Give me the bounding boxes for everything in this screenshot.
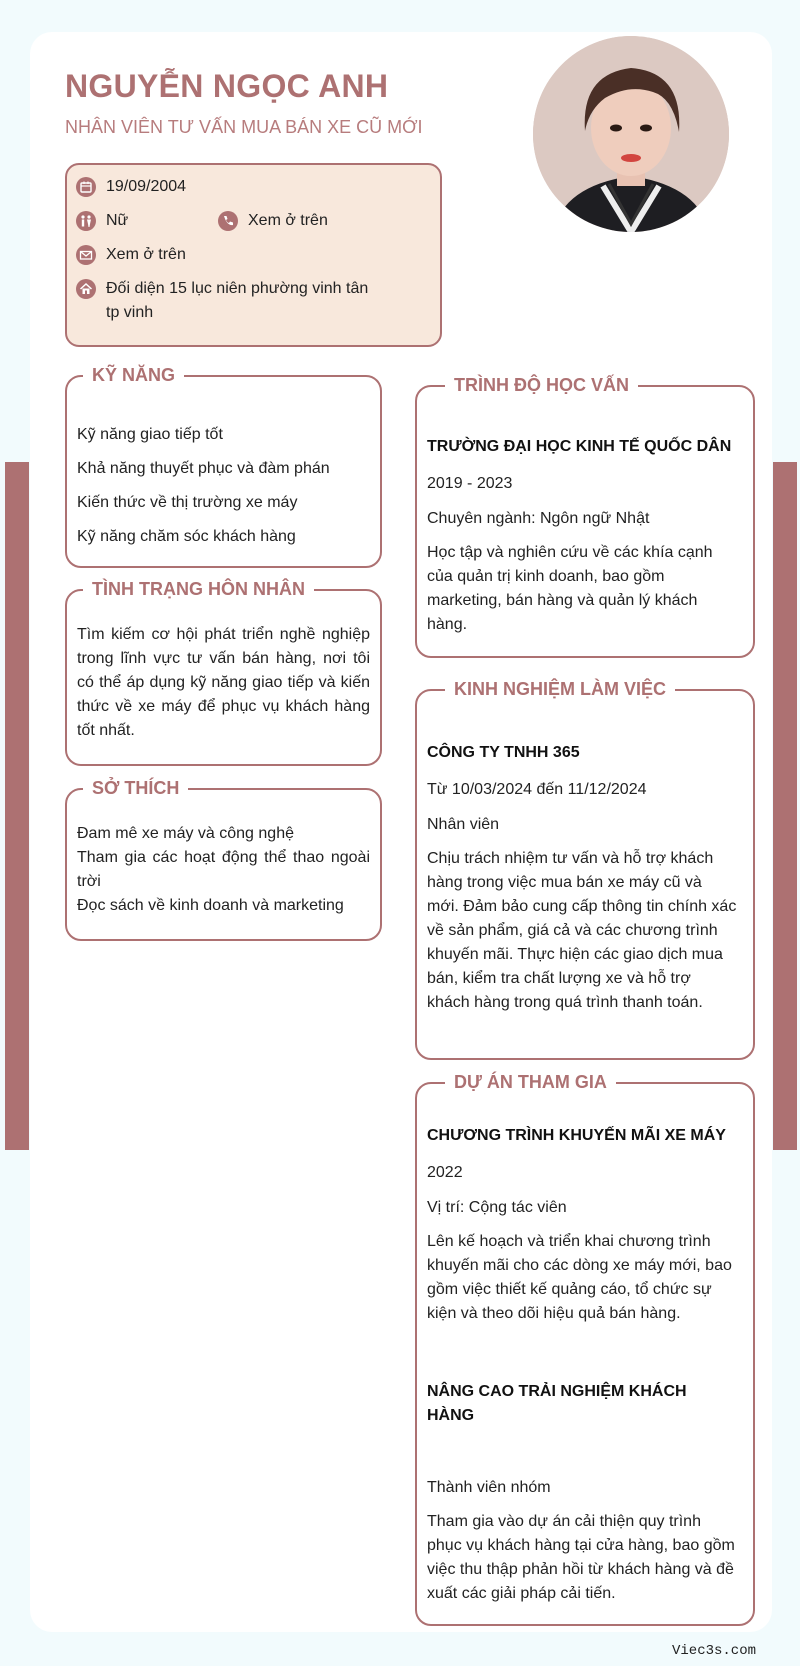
right-accent-bar [773, 462, 797, 1150]
education-major: Chuyên ngành: Ngôn ngữ Nhật [427, 510, 650, 527]
hobby-item: Tham gia các hoạt động thể thao ngoài trời [77, 849, 370, 890]
project-year: 2022 [427, 1164, 463, 1181]
contact-birthday [76, 177, 186, 199]
education-title: TRÌNH ĐỘ HỌC VẤN [445, 373, 638, 397]
skill-item: Kỹ năng giao tiếp tốt [77, 426, 223, 443]
experience-body [427, 741, 737, 1015]
experience-period: Từ 10/03/2024 đến 11/12/2024 [427, 781, 647, 798]
address-text: Đối diện 15 lục niên phường vinh tân tp vinh [106, 280, 369, 321]
birthday-text: 19/09/2004 [106, 178, 187, 195]
skill-item: Khả năng thuyết phục và đàm phán [77, 460, 330, 477]
education-body [427, 435, 737, 637]
contact-phone [218, 211, 328, 233]
watermark: Viec3s.com [672, 1643, 757, 1659]
contact-address [76, 279, 376, 325]
experience-section [415, 679, 755, 1060]
gender-icon [76, 211, 96, 231]
hobbies-title: SỞ THÍCH [83, 776, 188, 800]
job-title: NHÂN VIÊN TƯ VẤN MUA BÁN XE CŨ MỚI [65, 117, 423, 137]
project-item [427, 1380, 737, 1606]
marital-title: TÌNH TRẠNG HÔN NHÂN [83, 577, 314, 601]
contact-info-box [65, 163, 442, 347]
skills-list [77, 423, 370, 549]
phone-icon [218, 211, 238, 231]
skill-item: Kỹ năng chăm sóc khách hàng [77, 528, 296, 545]
project-role: Vị trí: Cộng tác viên [427, 1199, 567, 1216]
project-name: NÂNG CAO TRẢI NGHIỆM KHÁCH HÀNG [427, 1383, 687, 1424]
left-accent-bar [5, 462, 29, 1150]
gender-text: Nữ [106, 212, 129, 229]
projects-section [415, 1072, 755, 1626]
project-role: Thành viên nhóm [427, 1479, 551, 1496]
email-text: Xem ở trên [106, 246, 186, 263]
education-section [415, 375, 755, 658]
hobbies-section [65, 778, 382, 941]
candidate-name: NGUYỄN NGỌC ANH [65, 68, 389, 104]
phone-text: Xem ở trên [248, 212, 328, 229]
education-description: Học tập và nghiên cứu về các khía cạnh của quản trị kinh doanh, bao gồm marketing, bán hàng và quản lý khách hàng. [427, 544, 713, 633]
hobbies-list [77, 822, 370, 918]
project-description: Lên kế hoạch và triển khai chương trình khuyến mãi cho các dòng xe máy mới, bao gồm việc thiết kế quảng cáo, tổ chức sự kiện và theo dõi hiệu quả bán hàng. [427, 1233, 732, 1322]
hobby-item: Đam mê xe máy và công nghệ [77, 825, 294, 842]
home-icon [76, 279, 96, 299]
project-description: Tham gia vào dự án cải thiện quy trình phục vụ khách hàng tại cửa hàng, bao gồm việc thu thập phản hồi từ khách hàng và đề xuất các giải pháp cải tiến. [427, 1513, 735, 1602]
marital-text: Tìm kiếm cơ hội phát triển nghề nghiệp trong lĩnh vực tư vấn bán hàng, nơi tôi có thể áp dụng kỹ năng giao tiếp và kiến thức về xe máy để phục vụ khách hàng tốt nhất. [77, 626, 370, 739]
mail-icon [76, 245, 96, 265]
hobby-item: Đọc sách về kinh doanh và marketing [77, 897, 344, 914]
experience-title: KINH NGHIỆM LÀM VIỆC [445, 677, 675, 701]
project-item [427, 1124, 737, 1326]
projects-title: DỰ ÁN THAM GIA [445, 1070, 616, 1094]
project-name: CHƯƠNG TRÌNH KHUYẾN MÃI XE MÁY [427, 1127, 726, 1144]
skills-title: KỸ NĂNG [83, 363, 184, 387]
experience-position: Nhân viên [427, 816, 500, 833]
marital-section [65, 579, 382, 766]
contact-email [76, 245, 186, 267]
calendar-icon [76, 177, 96, 197]
skill-item: Kiến thức về thị trường xe máy [77, 494, 298, 511]
avatar [533, 36, 729, 232]
company-name: CÔNG TY TNHH 365 [427, 744, 580, 761]
contact-gender [76, 211, 128, 233]
experience-description: Chịu trách nhiệm tư vấn và hỗ trợ khách hàng trong việc mua bán xe máy cũ và mới. Đảm bảo cung cấp thông tin chính xác về sản phẩm, giá cả và các chương trình khuyến mãi. Thực hiện các giao dịch mua bán, kiểm tra chất lượng xe và hỗ trợ khách hàng trong quá trình thanh toán. [427, 850, 737, 1011]
project-year [427, 1441, 737, 1465]
skills-section [65, 365, 382, 568]
education-period: 2019 - 2023 [427, 475, 513, 492]
school-name: TRƯỜNG ĐẠI HỌC KINH TẾ QUỐC DÂN [427, 438, 732, 455]
